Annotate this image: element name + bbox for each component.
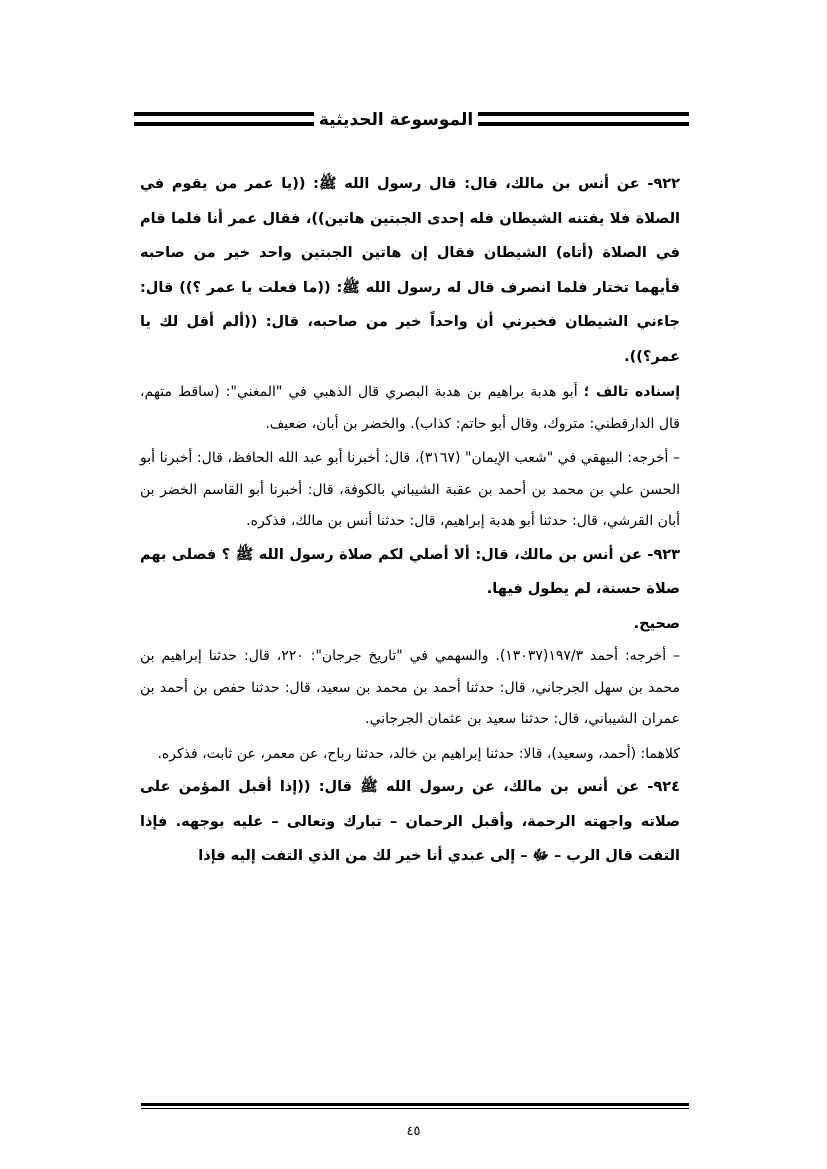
- takhrij-923: – أخرجه: أحمد ١٩٧/٣(١٣٠٣٧). والسهمي في "تاريخ جرجان": ٢٢٠، قال: حدثنا إبراهيم بن محمد بن سهل الجرجاني، قال: حدثنا أحمد بن محمد بن سعيد، قال: حدثنا حفص بن أحمد بن عمران الشيباني، قال: حدثنا سعيد بن عثمان الجرجاني.: [140, 648, 681, 727]
- hadith-923: ٩٢٣- عن أنس بن مالك، قال: ألا أصلي لكم صلاة رسول الله ﷺ ؟ فصلى بهم صلاة حسنة، لم يطول فيها.: [140, 546, 680, 597]
- hadith-924: ٩٢٤- عن أنس بن مالك، عن رسول الله ﷺ قال: ((إذا أقبل المؤمن على صلاته واجهته الرحمة، وأقبل الرحمان – تبارك وتعالى – عليه بوجهه. فإذا التفت قال الرب – ﷻ – إلى عبدي أنا خير لك من الذي التفت إليه فإذا: [140, 779, 680, 864]
- hadith-922: ٩٢٢- عن أنس بن مالك، قال: قال رسول الله ﷺ: ((يا عمر من يقوم في الصلاة فلا يفتنه الشيطان فله إحدى الجبتين هاتين))، فقال عمر أنا فلما قام في الصلاة (أتاه) الشيطان فقال إن هاتين الجبتين واحد خير من صاحبه فأيهما تختار فلما انصرف قال له رسول الله ﷺ: ((ما فعلت يا عمر ؟)) قال: جاءني الشيطان فخيرني أن واحداً خير من صاحبه، قال: ((ألم أقل لك يا عمر؟)).: [140, 176, 680, 365]
- isnad-922-text: أبو هدبة براهيم بن هدبة البصري قال الذهبي في "المغني": (ساقط متهم، قال الدارقطني: متروك، وقال أبو حاتم: كذاب). والخضر بن أبان، ضعيف.: [140, 384, 680, 432]
- takhrij-922: – أخرجه: البيهقي في "شعب الإيمان" (٣١٦٧)، قال: أخبرنا أبو عبد الله الحافظ، قال: أخبرنا أبو الحسن علي بن محمد بن أحمد بن عقبة الشيباني بالكوفة، قال: أخبرنا أبو القاسم الخضر بن أبان القرشي، قال: حدثنا أبو هدبة إبراهيم، قال: حدثنا أنس بن مالك، فذكره.: [140, 450, 680, 529]
- footer-rule: [141, 1103, 689, 1109]
- page-header: [134, 108, 689, 132]
- page-body: [140, 167, 680, 874]
- grade-923: صحيح.: [633, 615, 680, 632]
- header-rule-right: [478, 112, 689, 126]
- header-rule-left: [134, 112, 314, 126]
- isnad-922-lead: إسناده تالف ؛: [583, 384, 680, 400]
- page-number: ٤٥: [406, 1124, 421, 1139]
- header-title: الموسوعة الحديثية: [318, 110, 474, 130]
- both-923: كلاهما: (أحمد، وسعيد)، قالا: حدثنا إبراهيم بن خالد، حدثنا رباح، عن معمر، عن ثابت، فذكره.: [157, 745, 680, 762]
- isnad-922: [140, 377, 680, 440]
